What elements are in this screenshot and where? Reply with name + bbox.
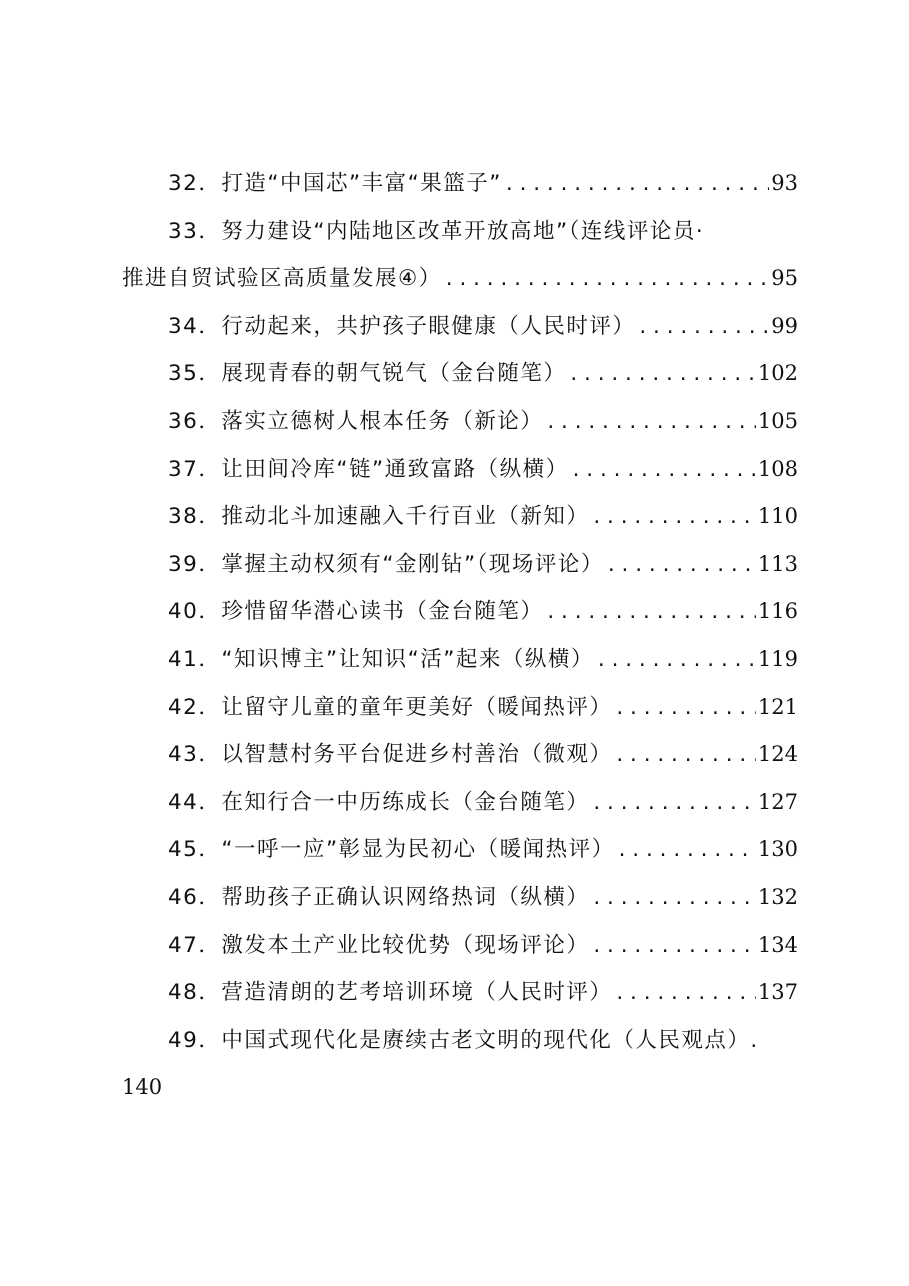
table-of-contents bbox=[122, 160, 798, 1112]
entry-page-number: 93 bbox=[771, 171, 798, 195]
dot-leader bbox=[547, 398, 756, 446]
entry-title: 中国式现代化是赓续古老文明的现代化（人民观点） bbox=[221, 1027, 751, 1053]
entry-number: 38． bbox=[168, 504, 222, 530]
entry-page-number: 99 bbox=[771, 313, 798, 338]
toc-entry-40[interactable] bbox=[122, 588, 798, 636]
entry-page-number: 113 bbox=[757, 551, 798, 576]
toc-entry-38[interactable] bbox=[122, 493, 798, 541]
entry-number: 41． bbox=[168, 646, 222, 672]
entry-number: 40． bbox=[168, 599, 222, 625]
entry-number: 47． bbox=[168, 932, 222, 958]
toc-entry-43[interactable] bbox=[122, 731, 798, 779]
entry-page-number: 124 bbox=[757, 742, 798, 767]
dot-leader bbox=[616, 731, 756, 779]
entry-title-line-2: 推进自贸试验区高质量发展④） bbox=[122, 266, 442, 292]
entry-number: 32． bbox=[168, 171, 222, 196]
entry-page-number: 137 bbox=[757, 980, 798, 1005]
toc-entry-35[interactable] bbox=[122, 350, 798, 398]
entry-number: 45． bbox=[168, 837, 222, 863]
dot-leader bbox=[639, 303, 769, 351]
entry-number: 33． bbox=[168, 218, 222, 244]
dot-leader bbox=[547, 588, 756, 636]
entry-title: “一呼一应”彰显为民初心（暖闻热评） bbox=[221, 837, 615, 863]
entry-number: 46． bbox=[168, 884, 222, 910]
entry-page-number: 102 bbox=[757, 361, 798, 386]
entry-number: 34． bbox=[168, 313, 222, 339]
entry-title: 帮助孩子正确认识网络热词（纵横） bbox=[221, 884, 590, 910]
entry-page-number: 127 bbox=[757, 789, 798, 814]
entry-number: 49． bbox=[168, 1027, 222, 1053]
entry-title: 激发本土产业比较优势（现场评论） bbox=[221, 932, 590, 958]
entry-number: 35． bbox=[168, 361, 222, 387]
entry-page-number: 119 bbox=[757, 646, 798, 671]
dot-leader bbox=[616, 684, 756, 732]
entry-title: 以智慧村务平台促进乡村善治（微观） bbox=[221, 742, 613, 768]
entry-number: 43． bbox=[168, 742, 222, 768]
dot-leader bbox=[573, 446, 756, 494]
entry-number: 37． bbox=[168, 456, 222, 482]
dot-leader bbox=[570, 350, 756, 398]
entry-title: 珍惜留华潜心读书（金台随笔） bbox=[221, 599, 544, 625]
entry-page-number: 121 bbox=[757, 694, 798, 719]
entry-title: 掌握主动权须有“金刚钻”（现场评论） bbox=[221, 551, 604, 577]
toc-entry-39[interactable] bbox=[122, 541, 798, 589]
dot-leader bbox=[446, 255, 769, 303]
entry-title: 展现青春的朝气锐气（金台随笔） bbox=[221, 361, 567, 387]
dot-leader: . bbox=[750, 1027, 759, 1053]
toc-entry-49[interactable] bbox=[122, 1017, 798, 1112]
dot-leader bbox=[598, 636, 756, 684]
entry-title-line-1: 努力建设“内陆地区改革开放高地”（连线评论员· bbox=[221, 218, 705, 244]
toc-entry-37[interactable] bbox=[122, 446, 798, 494]
dot-leader bbox=[616, 969, 756, 1017]
entry-title: 让留守儿童的童年更美好（暖闻热评） bbox=[221, 694, 613, 720]
toc-entry-44[interactable] bbox=[122, 779, 798, 827]
entry-title: 行动起来，共护孩子眼健康（人民时评） bbox=[221, 313, 636, 339]
entry-number: 36． bbox=[168, 408, 222, 434]
toc-entry-41[interactable] bbox=[122, 636, 798, 684]
dot-leader bbox=[593, 779, 756, 827]
entry-number: 44． bbox=[168, 789, 222, 815]
dot-leader bbox=[593, 493, 756, 541]
entry-title: 落实立德树人根本任务（新论） bbox=[221, 408, 544, 434]
dot-leader bbox=[506, 160, 769, 208]
dot-leader bbox=[593, 922, 756, 970]
entry-title: 在知行合一中历练成长（金台随笔） bbox=[221, 789, 590, 815]
toc-entry-33[interactable] bbox=[122, 208, 798, 303]
entry-number: 42． bbox=[168, 694, 222, 720]
entry-title: 推动北斗加速融入千行百业（新知） bbox=[221, 504, 590, 530]
entry-page-number: 116 bbox=[757, 599, 798, 624]
toc-entry-48[interactable] bbox=[122, 969, 798, 1017]
entry-number: 39． bbox=[168, 551, 222, 577]
entry-title: “知识博主”让知识“活”起来（纵横） bbox=[221, 646, 594, 672]
toc-entry-34[interactable] bbox=[122, 303, 798, 351]
toc-entry-46[interactable] bbox=[122, 874, 798, 922]
toc-entry-36[interactable] bbox=[122, 398, 798, 446]
dot-leader bbox=[619, 826, 756, 874]
entry-title: 营造清朗的艺考培训环境（人民时评） bbox=[221, 980, 613, 1006]
toc-entry-42[interactable] bbox=[122, 684, 798, 732]
entry-page-number: 130 bbox=[757, 837, 798, 862]
entry-page-number: 108 bbox=[757, 456, 798, 481]
toc-entry-32[interactable] bbox=[122, 160, 798, 208]
entry-title: 打造“中国芯”丰富“果篮子” bbox=[221, 171, 502, 196]
dot-leader bbox=[608, 541, 756, 589]
entry-page-number: 95 bbox=[771, 266, 798, 291]
entry-page-number: 134 bbox=[757, 932, 798, 957]
entry-number: 48． bbox=[168, 980, 222, 1006]
dot-leader bbox=[593, 874, 756, 922]
toc-entry-47[interactable] bbox=[122, 922, 798, 970]
toc-entry-45[interactable] bbox=[122, 826, 798, 874]
entry-page-number: 140 bbox=[122, 1075, 163, 1100]
entry-page-number: 110 bbox=[757, 504, 798, 529]
entry-page-number: 132 bbox=[757, 884, 798, 909]
entry-page-number: 105 bbox=[757, 408, 798, 433]
entry-title: 让田间冷库“链”通致富路（纵横） bbox=[221, 456, 569, 482]
